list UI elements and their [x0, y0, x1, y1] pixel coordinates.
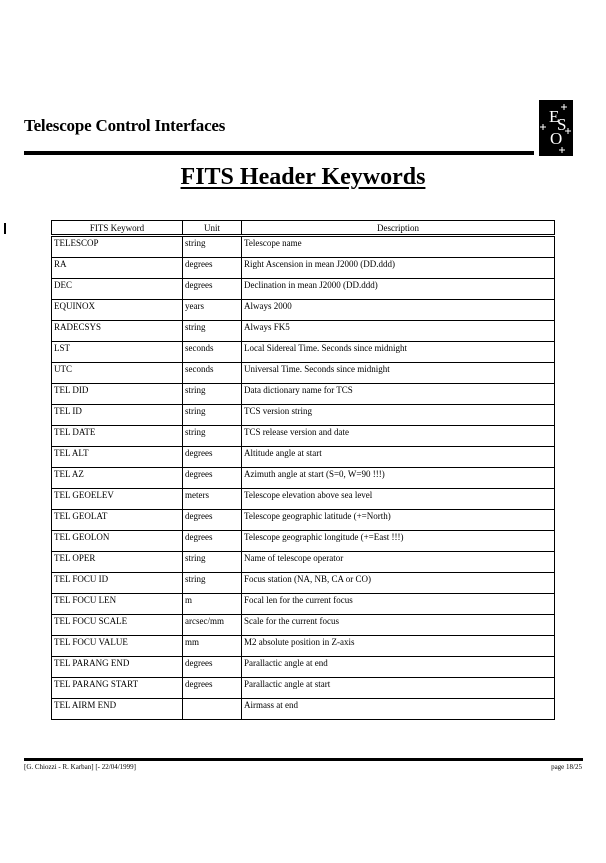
- table-row: [52, 258, 555, 279]
- unit-cell: [183, 699, 242, 720]
- description-cell: Parallactic angle at end: [242, 657, 555, 678]
- keyword-cell: RA: [52, 258, 183, 279]
- description-cell: Focus station (NA, NB, CA or CO): [242, 573, 555, 594]
- unit-cell: seconds: [183, 363, 242, 384]
- description-cell: Local Sidereal Time. Seconds since midnight: [242, 342, 555, 363]
- keyword-cell: TEL OPER: [52, 552, 183, 573]
- unit-cell: string: [183, 384, 242, 405]
- description-cell: Azimuth angle at start (S=0, W=90 !!!): [242, 468, 555, 489]
- keyword-cell: TEL FOCU VALUE: [52, 636, 183, 657]
- description-cell: Focal len for the current focus: [242, 594, 555, 615]
- unit-cell: degrees: [183, 510, 242, 531]
- table-row: [52, 405, 555, 426]
- table-row: [52, 573, 555, 594]
- footer-authors-date: [G. Chiozzi - R. Karban] [- 22/04/1999]: [24, 763, 136, 771]
- keyword-cell: UTC: [52, 363, 183, 384]
- description-cell: Altitude angle at start: [242, 447, 555, 468]
- description-cell: TCS release version and date: [242, 426, 555, 447]
- keyword-cell: TEL FOCU ID: [52, 573, 183, 594]
- keyword-cell: TELESCOP: [52, 236, 183, 258]
- keyword-cell: TEL ALT: [52, 447, 183, 468]
- description-cell: Declination in mean J2000 (DD.ddd): [242, 279, 555, 300]
- unit-cell: degrees: [183, 657, 242, 678]
- unit-cell: mm: [183, 636, 242, 657]
- table-header-row: [52, 221, 555, 236]
- table-row: [52, 447, 555, 468]
- page-number: page 18/25: [551, 763, 582, 771]
- description-cell: Parallactic angle at start: [242, 678, 555, 699]
- unit-cell: string: [183, 321, 242, 342]
- keyword-cell: TEL GEOELEV: [52, 489, 183, 510]
- description-cell: Telescope geographic longitude (+=East !!!): [242, 531, 555, 552]
- unit-cell: string: [183, 426, 242, 447]
- table-row: [52, 636, 555, 657]
- unit-cell: m: [183, 594, 242, 615]
- description-cell: Data dictionary name for TCS: [242, 384, 555, 405]
- page-title: FITS Header Keywords: [180, 164, 426, 190]
- table-row: [52, 468, 555, 489]
- table-row: [52, 594, 555, 615]
- svg-text:O: O: [550, 129, 563, 148]
- keyword-cell: RADECSYS: [52, 321, 183, 342]
- table-row: [52, 300, 555, 321]
- description-cell: Telescope name: [242, 236, 555, 258]
- keyword-cell: TEL PARANG END: [52, 657, 183, 678]
- table-row: [52, 552, 555, 573]
- description-cell: Telescope geographic latitude (+=North): [242, 510, 555, 531]
- column-header-unit: Unit: [183, 221, 242, 236]
- unit-cell: degrees: [183, 279, 242, 300]
- keyword-cell: TEL AIRM END: [52, 699, 183, 720]
- table-row: [52, 678, 555, 699]
- table-row: [52, 510, 555, 531]
- table-row: [52, 384, 555, 405]
- unit-cell: string: [183, 552, 242, 573]
- table-row: [52, 426, 555, 447]
- document-header-title: Telescope Control Interfaces: [24, 116, 226, 135]
- description-cell: Always 2000: [242, 300, 555, 321]
- keyword-cell: LST: [52, 342, 183, 363]
- keyword-cell: TEL PARANG START: [52, 678, 183, 699]
- description-cell: Scale for the current focus: [242, 615, 555, 636]
- description-cell: Right Ascension in mean J2000 (DD.ddd): [242, 258, 555, 279]
- unit-cell: degrees: [183, 447, 242, 468]
- table-row: [52, 615, 555, 636]
- keyword-cell: TEL DID: [52, 384, 183, 405]
- unit-cell: meters: [183, 489, 242, 510]
- table-row: [52, 321, 555, 342]
- description-cell: TCS version string: [242, 405, 555, 426]
- unit-cell: degrees: [183, 531, 242, 552]
- fits-keywords-table: [51, 220, 555, 720]
- keyword-cell: DEC: [52, 279, 183, 300]
- unit-cell: string: [183, 236, 242, 258]
- unit-cell: degrees: [183, 468, 242, 489]
- unit-cell: years: [183, 300, 242, 321]
- description-cell: Airmass at end: [242, 699, 555, 720]
- unit-cell: arcsec/mm: [183, 615, 242, 636]
- table-row: [52, 279, 555, 300]
- header-divider: [24, 151, 534, 155]
- unit-cell: string: [183, 405, 242, 426]
- svg-text:E: E: [549, 107, 560, 126]
- column-header-keyword: FITS Keyword: [52, 221, 183, 236]
- description-cell: Universal Time. Seconds since midnight: [242, 363, 555, 384]
- table-row: [52, 657, 555, 678]
- table-row: [52, 699, 555, 720]
- change-bar: [4, 223, 6, 234]
- svg-text:S: S: [557, 115, 567, 134]
- unit-cell: string: [183, 573, 242, 594]
- keyword-cell: TEL GEOLON: [52, 531, 183, 552]
- keyword-cell: TEL AZ: [52, 468, 183, 489]
- table-row: [52, 236, 555, 258]
- keyword-cell: TEL ID: [52, 405, 183, 426]
- keyword-cell: TEL FOCU SCALE: [52, 615, 183, 636]
- unit-cell: seconds: [183, 342, 242, 363]
- table-row: [52, 342, 555, 363]
- description-cell: Always FK5: [242, 321, 555, 342]
- unit-cell: degrees: [183, 678, 242, 699]
- description-cell: Name of telescope operator: [242, 552, 555, 573]
- table-row: [52, 363, 555, 384]
- keyword-cell: TEL FOCU LEN: [52, 594, 183, 615]
- keyword-cell: TEL DATE: [52, 426, 183, 447]
- table-row: [52, 531, 555, 552]
- keyword-cell: EQUINOX: [52, 300, 183, 321]
- footer-divider: [24, 758, 583, 761]
- column-header-description: Description: [242, 221, 555, 236]
- keyword-cell: TEL GEOLAT: [52, 510, 183, 531]
- eso-logo: [539, 100, 573, 156]
- description-cell: M2 absolute position in Z-axis: [242, 636, 555, 657]
- table-row: [52, 489, 555, 510]
- description-cell: Telescope elevation above sea level: [242, 489, 555, 510]
- unit-cell: degrees: [183, 258, 242, 279]
